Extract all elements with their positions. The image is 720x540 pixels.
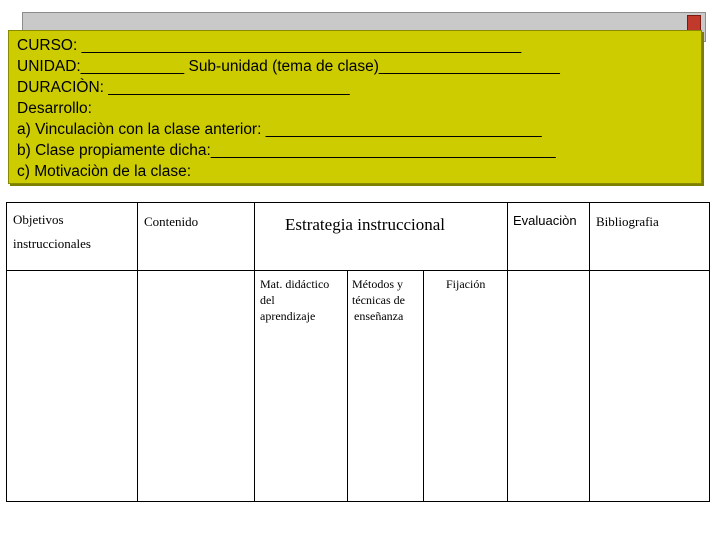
desarrollo-line: Desarrollo:	[17, 100, 92, 117]
red-square-icon	[687, 15, 701, 31]
bibliografia-header: Bibliografia	[596, 214, 659, 229]
fijacion-subheader: Fijación	[446, 277, 486, 291]
item-b-line: b) Clase propiamente dicha:________________________________________	[17, 142, 556, 159]
header-row-divider	[7, 270, 709, 271]
lesson-header-box	[8, 30, 702, 184]
subcolumn-divider	[423, 270, 424, 501]
metodos-subheader-line1: Métodos y	[352, 277, 403, 291]
header-lines	[17, 35, 693, 182]
objetivos-header-line2: instruccionales	[13, 236, 91, 251]
column-divider	[507, 203, 508, 501]
planning-table	[6, 202, 710, 502]
contenido-header: Contenido	[144, 214, 199, 229]
material-subheader-line1: Mat. didáctico	[260, 277, 330, 291]
metodos-subheader-line2: técnicas de	[352, 293, 405, 307]
estrategia-header: Estrategia instruccional	[285, 215, 446, 234]
evaluacion-header: Evaluaciòn	[513, 213, 577, 228]
metodos-subheader-line3: enseñanza	[354, 309, 404, 323]
column-divider	[254, 203, 255, 501]
item-a-line: a) Vinculaciòn con la clase anterior: ________________________________	[17, 121, 542, 138]
duracion-line: DURACIÒN: ____________________________	[17, 79, 350, 96]
material-subheader-line3: aprendizaje	[260, 309, 316, 323]
subcolumn-divider	[347, 270, 348, 501]
column-divider	[589, 203, 590, 501]
objetivos-header-line1: Objetivos	[13, 212, 64, 227]
unidad-line: UNIDAD:____________ Sub-unidad (tema de clase)_____________________	[17, 58, 560, 75]
item-c-line: c) Motivaciòn de la clase:	[17, 163, 192, 180]
curso-line: CURSO: ___________________________________________________	[17, 37, 522, 54]
column-divider	[137, 203, 138, 501]
material-subheader-line2: del	[260, 293, 275, 307]
